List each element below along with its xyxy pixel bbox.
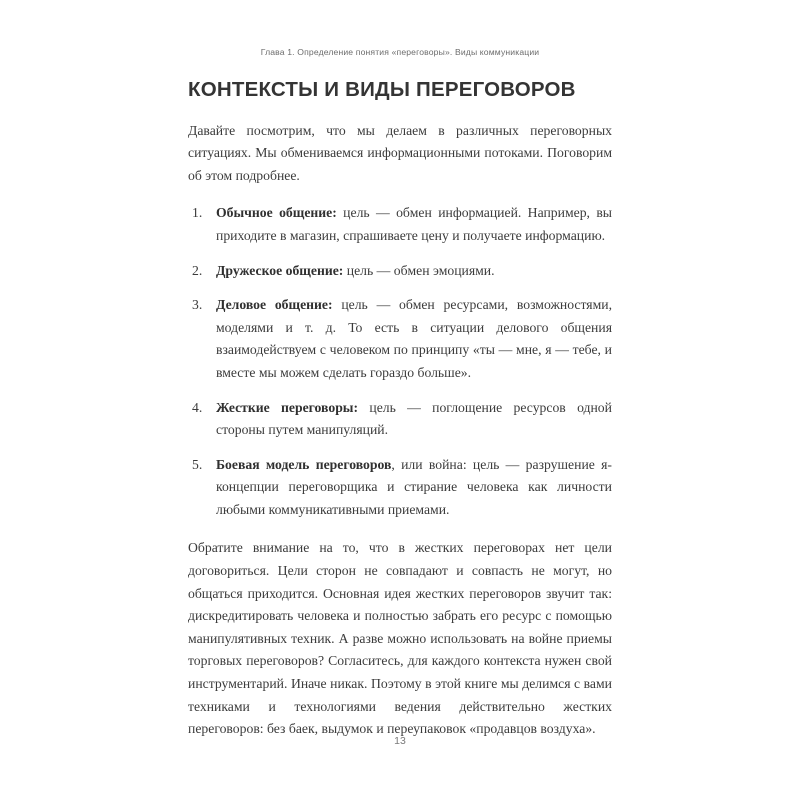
list-item-marker: 2. [192, 262, 203, 278]
list-item-text: цель — поглощение ресурсов одной стороны путем манипуляций. [216, 399, 612, 438]
list-item-text: цель — обмен информацией. Например, вы приходите в магазин, спрашиваете цену и получаете информацию. [216, 205, 612, 243]
list-item-marker: 4. [192, 399, 203, 415]
page-content [188, 78, 612, 741]
list-item [188, 397, 612, 442]
closing-paragraph: Обратите внимание на то, что в жестких переговорах нет цели договориться. Цели сторон не совпадают и совпасть не могут, но общаться приходится. Основная идея жестких переговоров звучит так: дискредитировать человека и полностью забрать его ресурс с помощью манипулятивных техник. А разве можно использовать на войне приемы торговых переговоров? Согласитесь, для каждого контекста нужен свой инструментарий. Иначе никак. Поэтому в этой книге мы делимся с вами техниками и технологиями ведения действительно жестких переговоров: без баек, выдумок и переупаковок «продавцов воздуха». [188, 540, 612, 737]
list-item-marker: 5. [192, 456, 203, 472]
running-header: Глава 1. Определение понятия «переговоры». Виды коммуникации [260, 47, 540, 57]
list-item [188, 260, 612, 283]
list-item-lead-in: Обычное общение: [216, 205, 337, 221]
list-item-lead-in: Деловое общение: [216, 297, 333, 313]
intro-paragraph: Давайте посмотрим, что мы делаем в различных переговорных ситуациях. Мы обмениваемся информационными потоками. Поговорим об этом подробнее. [188, 122, 612, 183]
list-item-lead-in: Боевая модель переговоров [216, 456, 392, 472]
list-item-text: цель — обмен эмоциями. [343, 262, 495, 278]
list-item-text: , или война: цель — разрушение я-концепции переговорщика и стирание человека как личности любыми коммуникативными приемами. [216, 456, 612, 517]
list-item [188, 454, 612, 522]
list-item-text: цель — обмен ресурсами, возможностями, моделями и т. д. То есть в ситуации делового общения взаимодействуем с человеком по принципу «ты — мне, я — тебе, и вместе мы можем сделать гораздо больше». [216, 297, 612, 380]
list-item-lead-in: Дружеское общение: [216, 262, 344, 278]
page-number: 13 [394, 735, 406, 747]
list-item-marker: 3. [192, 297, 203, 313]
list-item-marker: 1. [192, 205, 203, 221]
list-item [188, 294, 612, 384]
list-item-lead-in: Жесткие переговоры: [216, 399, 359, 415]
negotiation-types-list [188, 202, 612, 521]
page-title: КОНТЕКСТЫ И ВИДЫ ПЕРЕГОВОРОВ [188, 78, 576, 101]
list-item [188, 202, 612, 247]
